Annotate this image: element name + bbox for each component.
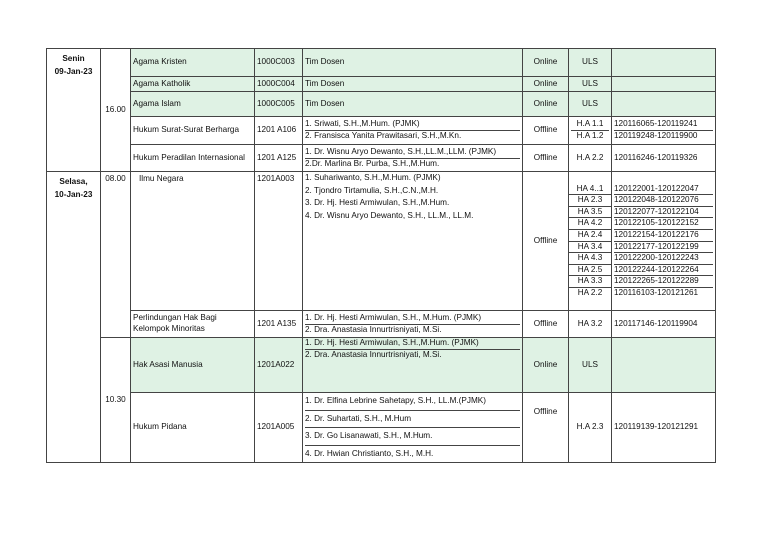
lecturers — [303, 117, 523, 145]
course-name: Ilmu Negara — [131, 172, 255, 311]
course-code: 1201A003 — [255, 172, 303, 311]
lecturer: 2. Dra. Anastasia Innurtrisniyati, M.Si. — [305, 324, 520, 336]
lecturers: Tim Dosen — [303, 49, 523, 77]
day-cell — [47, 172, 101, 463]
lecturer: 2. Dra. Anastasia Innurtrisniyati, M.Si. — [305, 349, 520, 361]
course-code: 1201 A125 — [255, 145, 303, 172]
time-cell: 16.00 — [101, 49, 131, 172]
lecturer: 2.Dr. Marlina Br. Purba, S.H.,M.Hum. — [305, 158, 520, 170]
exam-mode: Offline — [523, 393, 569, 463]
day-name: Senin — [62, 54, 85, 63]
lecturers — [303, 172, 523, 311]
lecturers — [303, 338, 523, 393]
nim-range — [612, 338, 716, 393]
nim-range — [612, 92, 716, 117]
course-name: Hukum Surat-Surat Berharga — [131, 117, 255, 145]
course-name: Agama Kristen — [131, 49, 255, 77]
exam-mode: Online — [523, 49, 569, 77]
lecturers — [303, 393, 523, 463]
exam-mode: Offline — [523, 172, 569, 311]
exam-mode: Offline — [523, 145, 569, 172]
course-code: 1201A005 — [255, 393, 303, 463]
lecturer: 1. Dr. Elfina Lebrine Sahetapy, S.H., LL.M.(PJMK) — [305, 396, 486, 405]
class-group: ULS — [569, 49, 612, 77]
course-code: 1201 A135 — [255, 311, 303, 338]
class-group: ULS — [569, 338, 612, 393]
course-code: 1000C004 — [255, 77, 303, 92]
lecturer: 1. Dr. Hj. Hesti Armiwulan, S.H.,M.Hum. (PJMK) — [305, 338, 479, 347]
lecturer: 1. Sriwati, S.H.,M.Hum. (PJMK) — [305, 119, 420, 129]
lecturer: 3. Dr. Go Lisanawati, S.H., M.Hum. — [305, 427, 520, 445]
lecturer: 2. Dr. Suhartati, S.H., M.Hum — [305, 410, 520, 428]
course-code: 1000C003 — [255, 49, 303, 77]
lecturer: 1. Dr. Hj. Hesti Armiwulan, S.H., M.Hum. (PJMK) — [305, 312, 482, 322]
exam-mode: Online — [523, 77, 569, 92]
nim-range: 120122001-120122047 120122048-120122076 120122077-120122104 120122105-120122152 120122154-120122176 120122177-120122199 120122200-120122243 120122244-120122264 120122265-120122289 120116103-120121261 — [612, 172, 716, 311]
class-group: HA 3.2 — [569, 311, 612, 338]
exam-mode: Online — [523, 92, 569, 117]
lecturer: 4. Dr. Hwian Christianto, S.H., M.H. — [305, 445, 520, 463]
time-cell: 10.30 — [101, 338, 131, 463]
class-group: HA 4..1 HA 2.3 HA 3.5 HA 4.2 HA 2.4 HA 3.4 HA 4.3 HA 2.5 HA 3.3 HA 2.2 — [569, 172, 612, 311]
day-date: 09-Jan-23 — [54, 67, 93, 76]
nim-range: 120116065-120119241 120119248-120119900 — [612, 117, 716, 145]
exam-mode: Online — [523, 338, 569, 393]
lecturer: 2. Tjondro Tirtamulia, S.H.,C.N.,M.H. — [305, 185, 439, 195]
course-code: 1201 A106 — [255, 117, 303, 145]
exam-mode: Offline — [523, 311, 569, 338]
lecturer: 3. Dr. Hj. Hesti Armiwulan, S.H.,M.Hum. — [305, 198, 450, 208]
course-code: 1000C005 — [255, 92, 303, 117]
class-group: H.A 2.3 — [569, 393, 612, 463]
day-name: Selasa, — [59, 177, 88, 186]
class-group: ULS — [569, 92, 612, 117]
lecturers — [303, 145, 523, 172]
lecturers — [303, 311, 523, 338]
class-group: H.A 1.1 H.A 1.2 — [569, 117, 612, 145]
lecturers: Tim Dosen — [303, 77, 523, 92]
class-group: ULS — [569, 77, 612, 92]
nim-range: 120116246-120119326 — [612, 145, 716, 172]
lecturer: 1. Dr. Wisnu Aryo Dewanto, S.H.,LL.M.,LLM. (PJMK) — [305, 146, 497, 156]
nim-range — [612, 49, 716, 77]
course-code: 1201A022 — [255, 338, 303, 393]
course-name: Hukum Pidana — [131, 393, 255, 463]
exam-schedule-table — [46, 48, 716, 463]
nim-range: 120119139-120121291 — [612, 393, 716, 463]
course-name: Agama Islam — [131, 92, 255, 117]
time-cell: 08.00 — [101, 172, 131, 338]
day-cell — [47, 49, 101, 172]
exam-mode: Offline — [523, 117, 569, 145]
course-name: Agama Katholik — [131, 77, 255, 92]
lecturer: 1. Suhariwanto, S.H.,M.Hum. (PJMK) — [305, 173, 441, 182]
day-date: 10-Jan-23 — [54, 190, 93, 199]
course-name: Perlindungan Hak Bagi Kelompok Minoritas — [131, 311, 255, 338]
nim-range: 120117146-120119904 — [612, 311, 716, 338]
class-group: H.A 2.2 — [569, 145, 612, 172]
nim-range — [612, 77, 716, 92]
lecturers: Tim Dosen — [303, 92, 523, 117]
course-name: Hak Asasi Manusia — [131, 338, 255, 393]
lecturer: 2. Fransisca Yanita Prawitasari, S.H.,M.Kn. — [305, 130, 520, 142]
lecturer: 4. Dr. Wisnu Aryo Dewanto, S.H., LL.M., LL.M. — [305, 210, 474, 220]
course-name: Hukum Peradilan Internasional — [131, 145, 255, 172]
